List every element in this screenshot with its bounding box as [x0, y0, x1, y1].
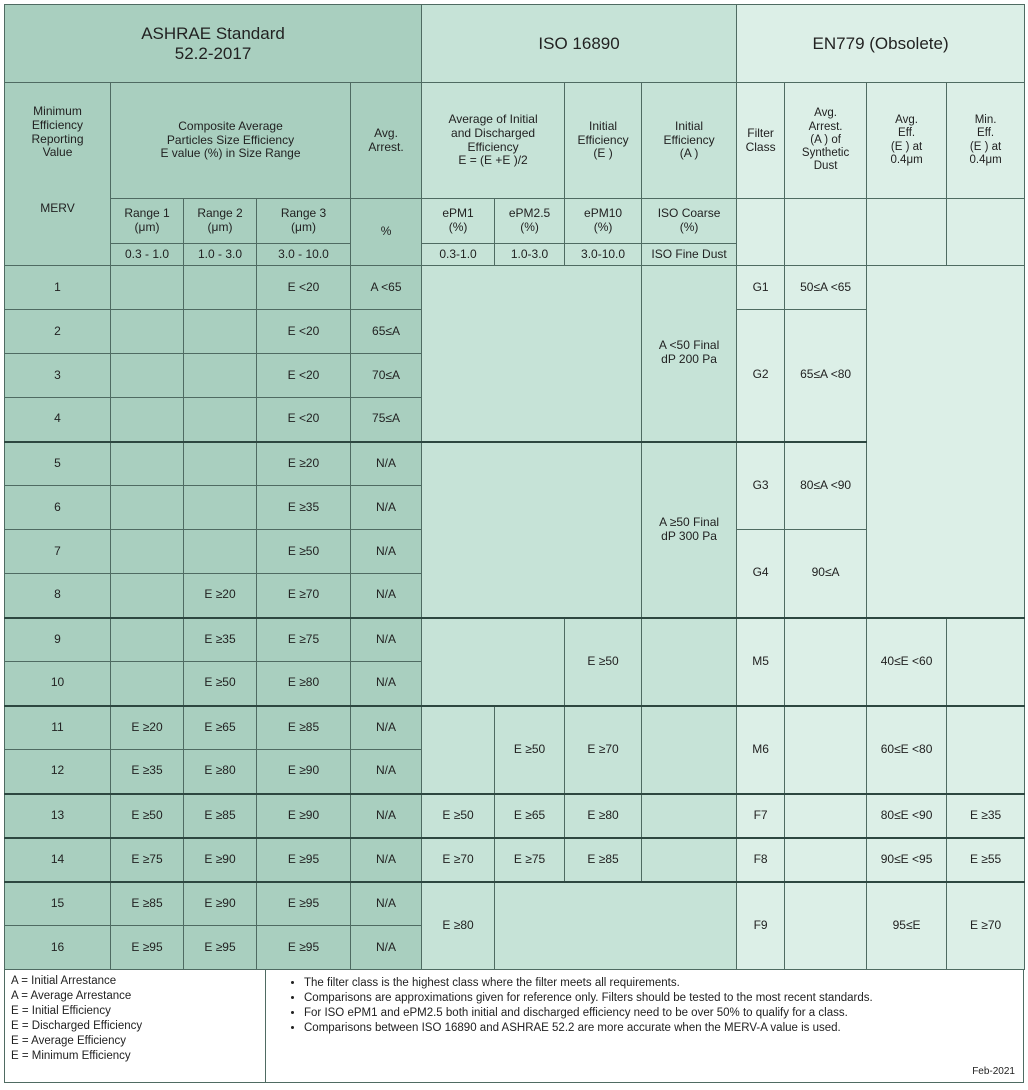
epm1-unit: (%) [448, 220, 468, 234]
range2-cell: E ≥90 [184, 838, 257, 882]
arrest-cell: N/A [351, 442, 422, 486]
range1-label: Range 1 [124, 206, 170, 221]
table-row [5, 266, 1025, 310]
range2-header [184, 199, 257, 244]
avg-arrest-line-2: Arrest. [368, 139, 404, 154]
range1-cell: E ≥85 [111, 882, 184, 926]
legend-item: A = Average Arrestance [11, 989, 132, 1002]
iso-header: ISO 16890 [422, 5, 737, 83]
note-item: • For ISO ePM1 and ePM2.5 both initial and discharged efficiency need to be over 50% to qualify for a class. [304, 1006, 1015, 1021]
en-arrest-empty-m5 [785, 618, 867, 706]
iso-coarse-empty-14 [642, 838, 737, 882]
initial-eff-a-line-2: Efficiency [663, 132, 715, 147]
merv-value: 12 [5, 750, 111, 794]
en-arrest-empty-m6 [785, 706, 867, 794]
epm25-values: 1.0-3.0 [495, 244, 565, 266]
en-avg-arrest-line-3: (A ) of [810, 133, 841, 146]
en-avg-eff-line-3: (E ) at [890, 140, 923, 153]
range2-cell: E ≥90 [184, 882, 257, 926]
range1-cell [111, 574, 184, 618]
ashrae-version: 52.2-2017 [174, 43, 252, 63]
iso-coarse-empty-d [642, 706, 737, 794]
merv-value: 15 [5, 882, 111, 926]
en-empty-3 [867, 199, 947, 266]
notes [266, 970, 1023, 1082]
en-arrest-empty-f7 [785, 794, 867, 838]
iso-avg-header [422, 83, 565, 199]
arrest-cell: 75≤A [351, 398, 422, 442]
en-class-f9: F9 [737, 882, 785, 970]
iso-coarse-unit: (%) [679, 220, 699, 234]
iso-coarse-empty-13 [642, 794, 737, 838]
table-row [5, 618, 1025, 662]
table-row [5, 838, 1025, 882]
range1-cell [111, 618, 184, 662]
merv-label: MERV [40, 200, 75, 215]
merv-value: 9 [5, 618, 111, 662]
range3-cell: E <20 [257, 266, 351, 310]
iso-avg-line-3: Efficiency [467, 139, 519, 154]
merv-value: 6 [5, 486, 111, 530]
en-avg-eff-line-1: Avg. [895, 114, 918, 127]
merv-value: 11 [5, 706, 111, 750]
en-arrest-g2: 65≤A <80 [785, 310, 867, 442]
en-avg-eff-header [867, 83, 947, 199]
en-eff-f8: 90≤E <95 [867, 838, 947, 882]
iso-coarse-empty-c [642, 618, 737, 706]
range3-header [257, 199, 351, 244]
iso-fine-dust: ISO Fine Dust [642, 244, 737, 266]
filter-class-line-2: Class [745, 139, 776, 154]
range3-cell: E ≥80 [257, 662, 351, 706]
arrest-cell: N/A [351, 618, 422, 662]
arrest-cell: A <65 [351, 266, 422, 310]
iso-epm1-empty-d [422, 706, 495, 794]
range2-cell: E ≥65 [184, 706, 257, 750]
en-class-g3: G3 [737, 442, 785, 530]
range3-cell: E ≥70 [257, 574, 351, 618]
en-arrest-empty-f8 [785, 838, 867, 882]
merv-desc-2: Efficiency [31, 117, 84, 132]
en-eff-empty-a [867, 266, 1025, 618]
en-eff-m6: 60≤E <80 [867, 706, 947, 794]
arrest-cell: N/A [351, 574, 422, 618]
arrest-cell: N/A [351, 750, 422, 794]
range1-unit: (μm) [134, 220, 160, 234]
range2-unit: (μm) [207, 220, 233, 234]
en-arrest-g4: 90≤A [785, 530, 867, 618]
range1-cell [111, 354, 184, 398]
range1-cell [111, 662, 184, 706]
en-avg-arrest-line-5: Dust [813, 160, 838, 173]
iso-coarse-low-line-2: dP 200 Pa [661, 352, 717, 367]
avg-arrest-line-1: Avg. [374, 125, 398, 140]
filter-class-header [737, 83, 785, 199]
legend-item: E = Minimum Efficiency [11, 1049, 131, 1062]
en-min-eff-line-2: Eff. [977, 127, 995, 140]
merv-value: 8 [5, 574, 111, 618]
note-item: • Comparisons are approximations given for reference only. Filters should be tested to the most recent standards. [304, 991, 1015, 1006]
en-min-f8: E ≥55 [947, 838, 1025, 882]
epm25-unit: (%) [520, 220, 539, 234]
legend-item: A = Initial Arrestance [11, 975, 117, 987]
merv-value: 4 [5, 398, 111, 442]
pct-header: % [351, 199, 422, 266]
en-avg-arrest-header [785, 83, 867, 199]
iso-coarse-low-line-1: A <50 Final [658, 338, 720, 353]
range3-cell: E ≥95 [257, 882, 351, 926]
iso-epm1-14: E ≥70 [422, 838, 495, 882]
iso-epm-empty-b [422, 442, 642, 618]
iso-coarse-low [642, 266, 737, 442]
composite-line-2: Particles Size Efficiency [166, 132, 295, 147]
range3-values: 3.0 - 10.0 [257, 244, 351, 266]
iso-coarse-header [642, 199, 737, 244]
en-min-eff-header [947, 83, 1025, 199]
range3-cell: E ≥50 [257, 530, 351, 574]
range3-label: Range 3 [280, 206, 327, 221]
en-class-g4: G4 [737, 530, 785, 618]
arrest-cell: N/A [351, 794, 422, 838]
en-arrest-g3: 80≤A <90 [785, 442, 867, 530]
merv-desc-cell [5, 83, 111, 266]
note-item: • The filter class is the highest class where the filter meets all requirements. [304, 976, 1015, 991]
range2-cell: E ≥80 [184, 750, 257, 794]
iso-epm10-50: E ≥50 [565, 618, 642, 706]
iso-epm25-50: E ≥50 [495, 706, 565, 794]
epm10-header [565, 199, 642, 244]
en-class-m6: M6 [737, 706, 785, 794]
en-min-eff-line-1: Min. [974, 114, 997, 127]
range3-cell: E ≥95 [257, 926, 351, 970]
en-min-eff-line-4: 0.4μm [969, 153, 1002, 166]
en-empty-4 [947, 199, 1025, 266]
merv-value: 13 [5, 794, 111, 838]
merv-value: 2 [5, 310, 111, 354]
table-row [5, 882, 1025, 926]
note-item: • Comparisons between ISO 16890 and ASHRAE 52.2 are more accurate when the MERV-A value is used. [304, 1021, 1015, 1036]
iso-epm1-15: E ≥80 [422, 882, 495, 970]
en-eff-f9: 95≤E [867, 882, 947, 970]
range1-cell [111, 442, 184, 486]
arrest-cell: N/A [351, 882, 422, 926]
merv-value: 14 [5, 838, 111, 882]
epm1-label: ePM1 [442, 206, 474, 221]
merv-desc-4: Value [42, 145, 73, 160]
range2-cell [184, 398, 257, 442]
iso-empty-15 [495, 882, 737, 970]
arrest-cell: N/A [351, 926, 422, 970]
range3-cell: E ≥85 [257, 706, 351, 750]
arrest-cell: N/A [351, 662, 422, 706]
iso-coarse-high [642, 442, 737, 618]
composite-line-1: Composite Average [178, 118, 283, 133]
range1-values: 0.3 - 1.0 [111, 244, 184, 266]
iso-avg-formula: E = (E +E )/2 [458, 153, 528, 168]
ashrae-title: ASHRAE Standard [141, 23, 285, 43]
range1-cell: E ≥50 [111, 794, 184, 838]
range2-label: Range 2 [197, 206, 243, 221]
range2-values: 1.0 - 3.0 [184, 244, 257, 266]
merv-value: 3 [5, 354, 111, 398]
en-min-empty-m6 [947, 706, 1025, 794]
range1-cell [111, 530, 184, 574]
en-class-m5: M5 [737, 618, 785, 706]
table-row [5, 794, 1025, 838]
range3-cell: E <20 [257, 354, 351, 398]
iso-epm10-14: E ≥85 [565, 838, 642, 882]
initial-eff-line-1: Initial [589, 118, 618, 133]
comparison-table [4, 4, 1025, 970]
initial-eff-line-3: (E ) [593, 146, 613, 161]
initial-eff-line-2: Efficiency [577, 132, 629, 147]
legend [5, 970, 266, 1082]
initial-eff-a-header [642, 83, 737, 199]
en-eff-f7: 80≤E <90 [867, 794, 947, 838]
range2-cell: E ≥35 [184, 618, 257, 662]
iso-epm-empty-c [422, 618, 565, 706]
merv-value: 1 [5, 266, 111, 310]
en-min-f7: E ≥35 [947, 794, 1025, 838]
epm1-header [422, 199, 495, 244]
range3-unit: (μm) [291, 220, 316, 234]
merv-desc-3: Reporting [31, 131, 84, 146]
epm1-values: 0.3-1.0 [422, 244, 495, 266]
range2-cell: E ≥50 [184, 662, 257, 706]
en-arrest-g1: 50≤A <65 [785, 266, 867, 310]
en-avg-arrest-line-1: Avg. [814, 107, 837, 120]
range3-cell: E ≥20 [257, 442, 351, 486]
en-min-empty-m5 [947, 618, 1025, 706]
range1-cell [111, 486, 184, 530]
merv-value: 5 [5, 442, 111, 486]
range2-cell [184, 266, 257, 310]
legend-item: E = Average Efficiency [11, 1034, 126, 1047]
legend-item: E = Discharged Efficiency [11, 1019, 143, 1032]
arrest-cell: N/A [351, 838, 422, 882]
arrest-cell: 65≤A [351, 310, 422, 354]
en-eff-m5: 40≤E <60 [867, 618, 947, 706]
iso-epm25-14: E ≥75 [495, 838, 565, 882]
range2-cell [184, 530, 257, 574]
legend-item: E = Initial Efficiency [11, 1004, 111, 1017]
iso-avg-line-1: Average of Initial [448, 111, 538, 126]
ashrae-header [5, 5, 422, 83]
iso-epm25-13: E ≥65 [495, 794, 565, 838]
filter-class-line-1: Filter [747, 125, 774, 140]
en-min-eff-line-3: (E ) at [969, 140, 1002, 153]
range1-cell [111, 310, 184, 354]
en-avg-eff-line-4: 0.4μm [890, 153, 923, 166]
iso-epm-empty-a [422, 266, 642, 442]
en-class-f8: F8 [737, 838, 785, 882]
range2-cell: E ≥95 [184, 926, 257, 970]
arrest-cell: 70≤A [351, 354, 422, 398]
range1-header [111, 199, 184, 244]
initial-eff-a-line-3: (A ) [679, 146, 699, 161]
initial-eff-a-line-1: Initial [675, 118, 704, 133]
range3-cell: E <20 [257, 398, 351, 442]
merv-value: 7 [5, 530, 111, 574]
range1-cell: E ≥20 [111, 706, 184, 750]
arrest-cell: N/A [351, 706, 422, 750]
revision-date: Feb-2021 [972, 1066, 1015, 1077]
range3-cell: E ≥35 [257, 486, 351, 530]
en-avg-arrest-line-2: Arrest. [808, 120, 843, 133]
range1-cell: E ≥75 [111, 838, 184, 882]
iso-coarse-label: ISO Coarse [657, 206, 721, 221]
filter-comparison-chart [4, 4, 1024, 1083]
en-arrest-empty-f9 [785, 882, 867, 970]
avg-arrest-header [351, 83, 422, 199]
iso-coarse-high-line-1: A ≥50 Final [659, 514, 720, 529]
range3-cell: E ≥75 [257, 618, 351, 662]
range2-cell [184, 310, 257, 354]
epm25-label: ePM2.5 [508, 206, 551, 221]
epm25-header [495, 199, 565, 244]
en-class-g2: G2 [737, 310, 785, 442]
merv-value: 16 [5, 926, 111, 970]
table-row [5, 706, 1025, 750]
en-avg-eff-line-2: Eff. [898, 127, 916, 140]
epm10-label: ePM10 [584, 206, 623, 221]
iso-epm10-13: E ≥80 [565, 794, 642, 838]
iso-coarse-high-line-2: dP 300 Pa [661, 528, 717, 543]
en-min-f9: E ≥70 [947, 882, 1025, 970]
range3-cell: E <20 [257, 310, 351, 354]
en-avg-arrest-line-4: Synthetic [801, 147, 850, 160]
merv-value: 10 [5, 662, 111, 706]
composite-line-3: E value (%) in Size Range [160, 146, 301, 161]
range2-cell [184, 354, 257, 398]
range2-cell: E ≥20 [184, 574, 257, 618]
range1-cell: E ≥35 [111, 750, 184, 794]
iso-epm1-13: E ≥50 [422, 794, 495, 838]
composite-header [111, 83, 351, 199]
range2-cell [184, 486, 257, 530]
range3-cell: E ≥95 [257, 838, 351, 882]
iso-avg-line-2: and Discharged [451, 125, 536, 140]
en-empty-1 [737, 199, 785, 266]
range1-cell: E ≥95 [111, 926, 184, 970]
epm10-unit: (%) [593, 220, 613, 234]
footer [4, 970, 1024, 1083]
range1-cell [111, 266, 184, 310]
iso-epm10-70: E ≥70 [565, 706, 642, 794]
en-header: EN779 (Obsolete) [737, 5, 1025, 83]
en-class-f7: F7 [737, 794, 785, 838]
range1-cell [111, 398, 184, 442]
range3-cell: E ≥90 [257, 750, 351, 794]
epm10-values: 3.0-10.0 [565, 244, 642, 266]
range3-cell: E ≥90 [257, 794, 351, 838]
initial-eff-header [565, 83, 642, 199]
arrest-cell: N/A [351, 486, 422, 530]
range2-cell: E ≥85 [184, 794, 257, 838]
range2-cell [184, 442, 257, 486]
merv-desc-1: Minimum [33, 104, 82, 118]
en-empty-2 [785, 199, 867, 266]
en-class-g1: G1 [737, 266, 785, 310]
arrest-cell: N/A [351, 530, 422, 574]
